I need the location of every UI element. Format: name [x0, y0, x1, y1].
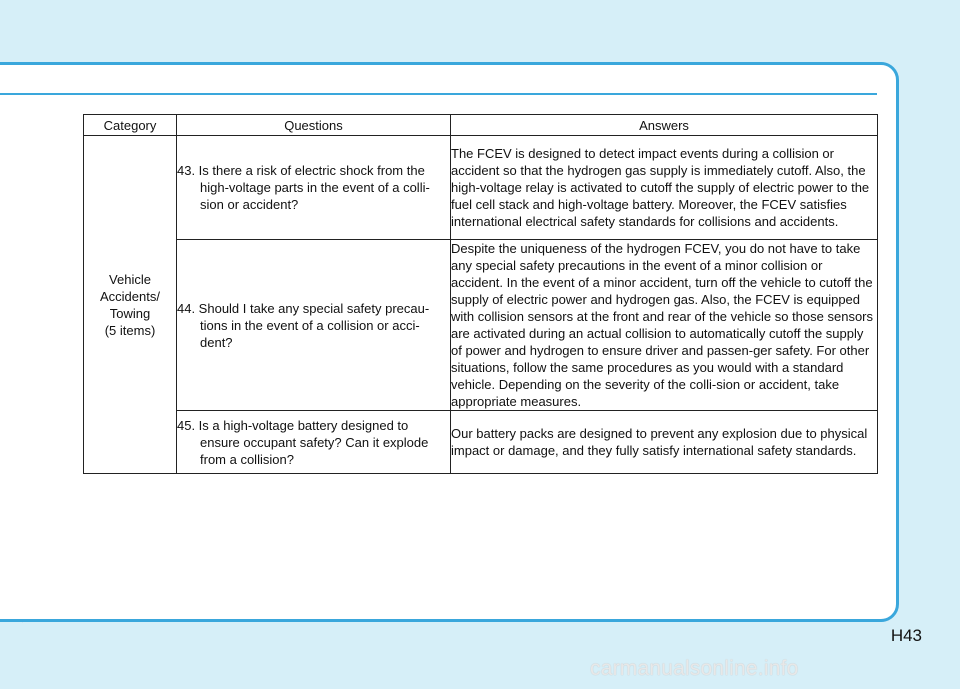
category-line: (5 items) — [104, 322, 156, 338]
table-row — [84, 136, 878, 240]
top-rule — [0, 93, 877, 95]
answer-cell: The FCEV is designed to detect impact events during a collision or accident so that the hydrogen gas supply is immediately cutoff. Also, the high-voltage relay is activated to cutoff the supply of electric power to the fuel cell stack and high-voltage battery. Moreover, the FCEV satisfies international electrical safety standards for collisions and accidents. — [451, 136, 878, 240]
question-text: 45. Is a high-voltage battery designed to ensure occupant safety? Can it explode from a collision? — [177, 417, 429, 467]
table-row — [84, 411, 878, 474]
category-line: Towing — [109, 305, 151, 321]
category-line: Vehicle — [109, 271, 151, 287]
table-row — [84, 240, 878, 411]
header-questions: Questions — [177, 115, 451, 136]
question-cell — [177, 136, 451, 240]
category-line: Accidents/ — [100, 288, 160, 304]
table-header-row — [84, 115, 878, 136]
question-text: 43. Is there a risk of electric shock from the high-voltage parts in the event of a colli-sion or accident? — [177, 163, 430, 212]
answer-cell: Despite the uniqueness of the hydrogen FCEV, you do not have to take any special safety precautions in the event of a minor collision or accident. In the event of a minor accident, turn off the vehicle to cutoff the supply of electric power and hydrogen gas. Also, the FCEV is equipped with collision sensors at the front and rear of the vehicle so those sensors are activated during an actual collision to automatically cutoff the supply of power and hydrogen to ensure driver and passen-ger safety. For other situations, follow the same procedures as you would with a standard vehicle. Depending on the severity of the colli-sion or accident, take appropriate measures. — [451, 240, 878, 411]
header-category: Category — [84, 115, 177, 136]
watermark: carmanualsonline.info — [590, 657, 799, 680]
page-number: H43 — [890, 626, 922, 645]
category-cell — [84, 136, 177, 474]
question-cell — [177, 240, 451, 411]
faq-table — [83, 114, 878, 474]
answer-cell: Our battery packs are designed to prevent any explosion due to physical impact or damage, and they fully satisfy international safety standards. — [451, 411, 878, 474]
question-text: 44. Should I take any special safety precau-tions in the event of a collision or acci-dent? — [177, 300, 430, 350]
header-answers: Answers — [451, 115, 878, 136]
question-cell — [177, 411, 451, 474]
